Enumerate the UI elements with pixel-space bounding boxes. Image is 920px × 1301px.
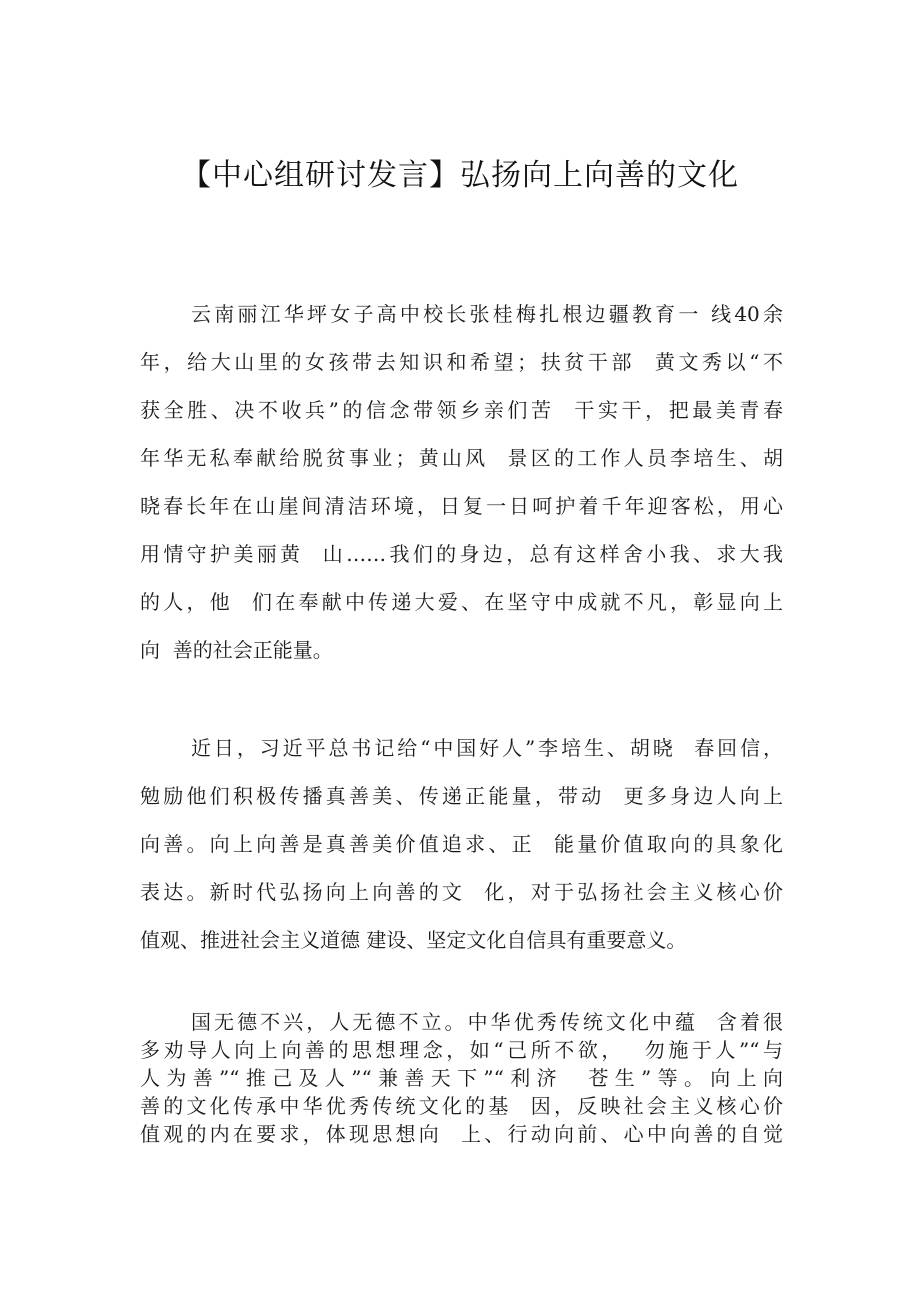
paragraph-line: 国无德不兴，人无德不立。中华优秀传统文化中蕴 含着很	[191, 1010, 783, 1034]
paragraph-1	[140, 290, 783, 674]
paragraph-line: 表达。新时代弘扬向上向善的文 化，对于弘扬社会主义核心价	[140, 880, 783, 904]
paragraph-line: 向善。向上向善是真善美价值追求、正 能量价值取向的具象化	[140, 832, 783, 856]
paragraph-line: 多劝导人向上向善的思想理念，如“己所不欲， 勿施于人”“与	[140, 1038, 783, 1062]
paragraph-line: 向 善的社会正能量。	[140, 638, 333, 662]
paragraph-line: 值观、推进社会主义道德 建设、坚定文化自信具有重要意义。	[140, 928, 687, 952]
paragraph-2	[140, 724, 783, 964]
paragraph-line: 获全胜、决不收兵”的信念带领乡亲们苦 干实干，把最美青春	[140, 398, 783, 422]
paragraph-line: 善的文化传承中华优秀传统文化的基 因，反映社会主义核心价	[140, 1094, 783, 1118]
paragraph-line: 勉励他们积极传播真善美、传递正能量，带动 更多身边人向上	[140, 784, 783, 808]
paragraph-line: 用情守护美丽黄 山……我们的身边，总有这样舍小我、求大我	[140, 542, 783, 566]
document-title: 【中心组研讨发言】弘扬向上向善的文化	[181, 158, 739, 193]
paragraph-line: 近日，习近平总书记给“中国好人”李培生、胡晓 春回信，	[191, 736, 783, 760]
paragraph-line: 年，给大山里的女孩带去知识和希望；扶贫干部 黄文秀以“不	[140, 350, 783, 374]
paragraph-line: 值观的内在要求，体现思想向 上、行动向前、心中向善的自觉	[140, 1122, 783, 1146]
paragraph-3	[140, 1008, 783, 1148]
paragraph-line: 晓春长年在山崖间清洁环境，日复一日呵护着千年迎客松，用心	[140, 494, 783, 518]
paragraph-line: 年华无私奉献给脱贫事业；黄山风 景区的工作人员李培生、胡	[140, 446, 783, 470]
paragraph-line: 的人，他 们在奉献中传递大爱、在坚守中成就不凡，彰显向上	[140, 590, 783, 614]
paragraph-line: 人为善”“推己及人”“兼善天下”“利济 苍生”等。向上向	[140, 1066, 783, 1090]
paragraph-line: 云南丽江华坪女子高中校长张桂梅扎根边疆教育一 线40余	[191, 302, 783, 326]
